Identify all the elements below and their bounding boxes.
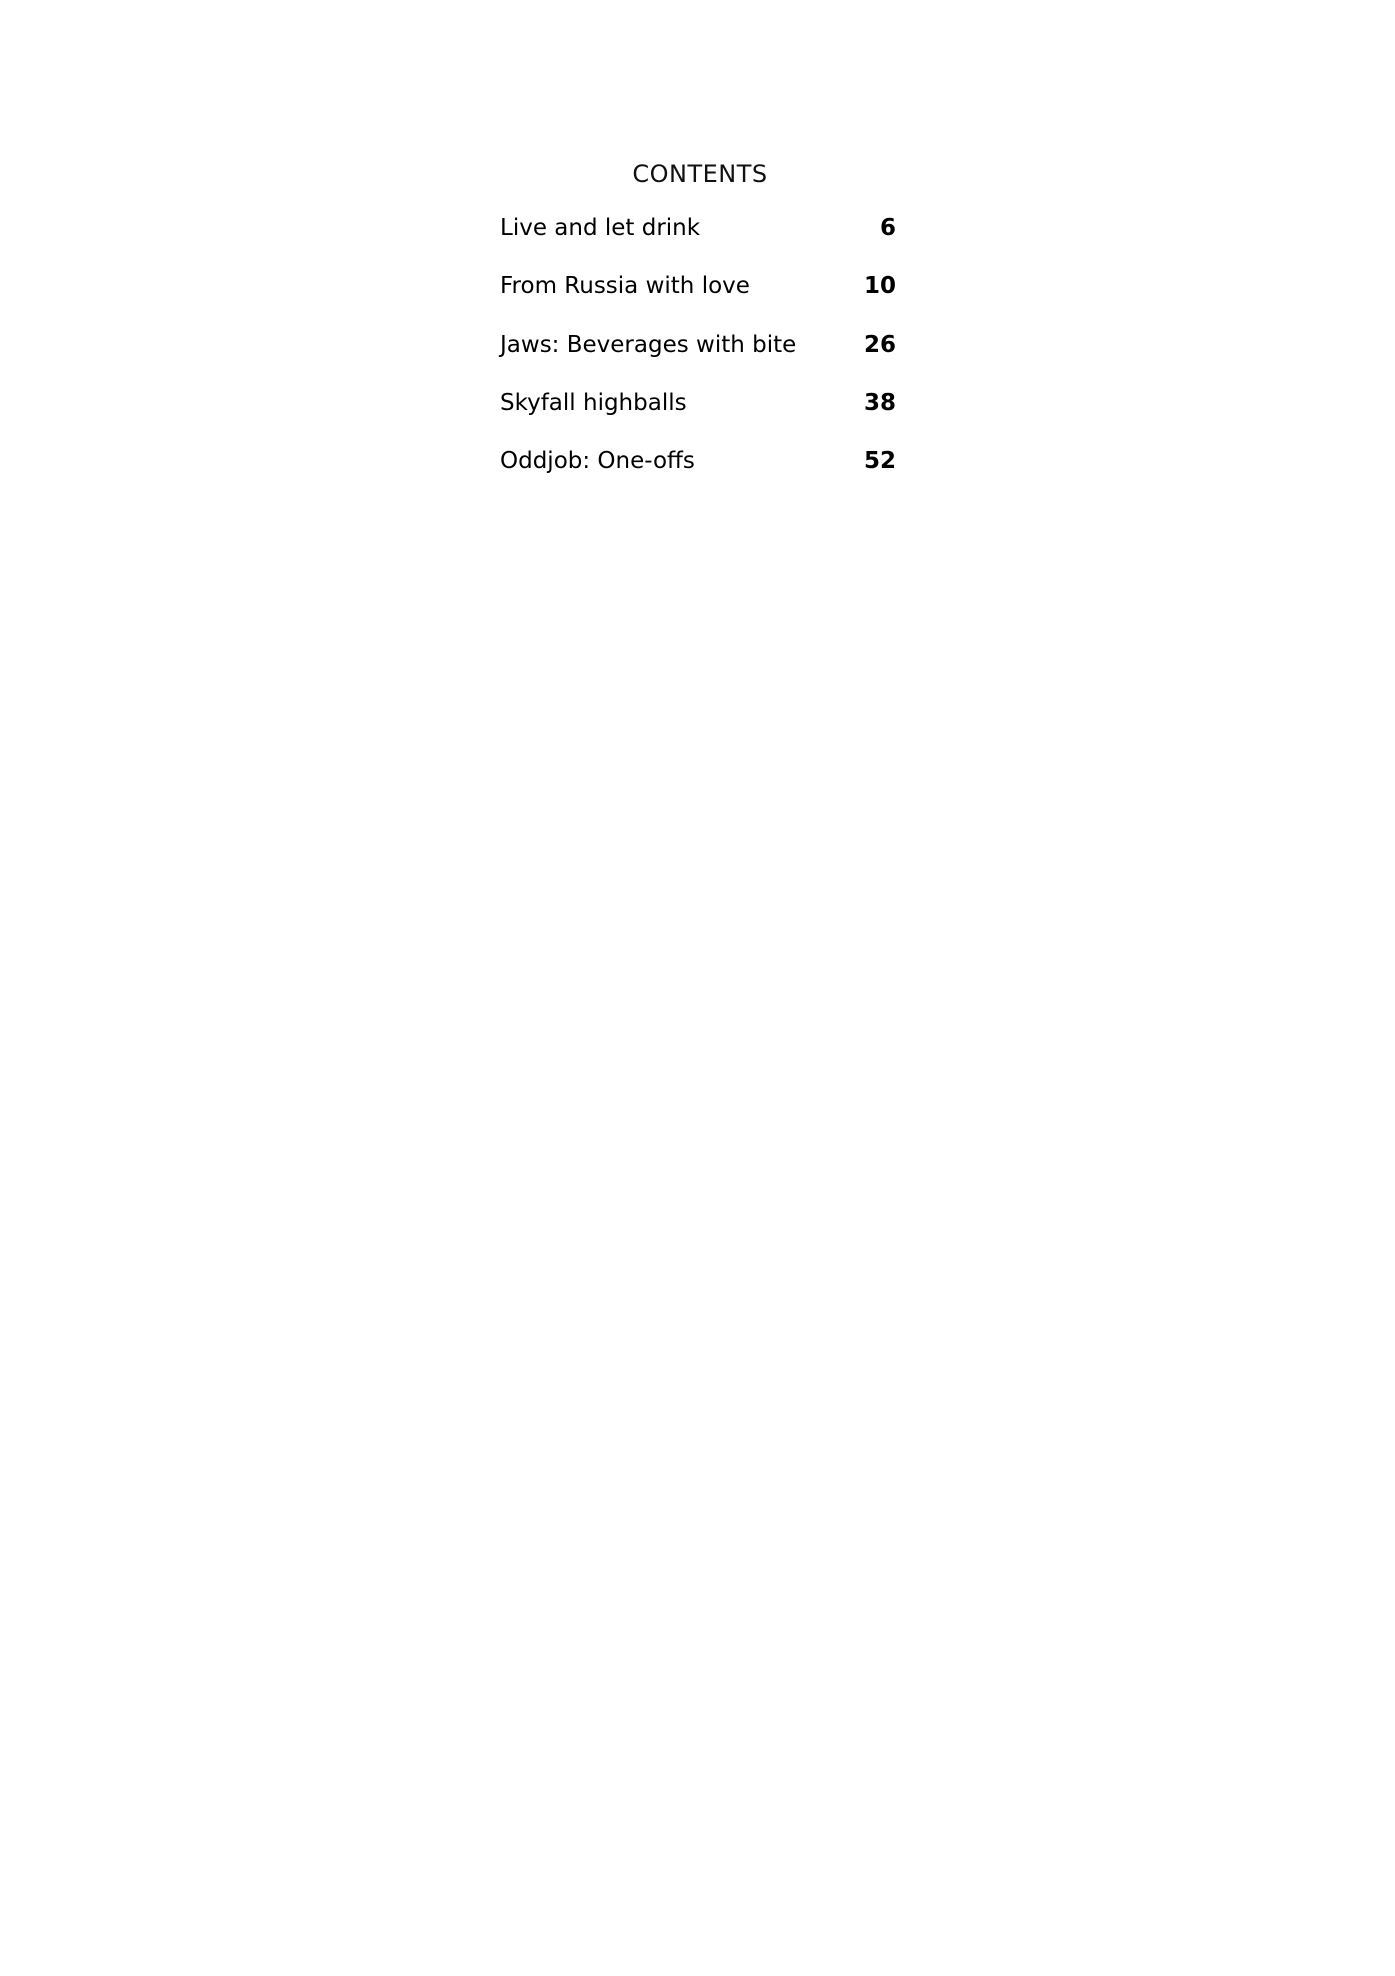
list-item[interactable] bbox=[500, 449, 900, 474]
toc-entry-page: 26 bbox=[863, 331, 896, 358]
list-item[interactable] bbox=[500, 391, 900, 416]
toc-list bbox=[500, 216, 900, 474]
table-of-contents bbox=[500, 160, 900, 507]
page-title: CONTENTS bbox=[632, 160, 768, 188]
toc-entry-title: Live and let drink bbox=[500, 215, 701, 241]
list-item[interactable] bbox=[500, 274, 900, 299]
toc-entry-title: Skyfall highballs bbox=[500, 389, 687, 416]
toc-entry-page: 10 bbox=[863, 273, 896, 300]
list-item[interactable] bbox=[500, 216, 900, 241]
toc-entry-page: 52 bbox=[863, 448, 896, 475]
toc-entry-title: Jaws: Beverages with bite bbox=[500, 331, 797, 358]
toc-entry-page: 6 bbox=[879, 215, 896, 241]
list-item[interactable] bbox=[500, 333, 900, 358]
toc-entry-page: 38 bbox=[863, 389, 896, 416]
toc-entry-title: From Russia with love bbox=[500, 273, 750, 300]
toc-entry-title: Oddjob: One-offs bbox=[500, 448, 695, 475]
